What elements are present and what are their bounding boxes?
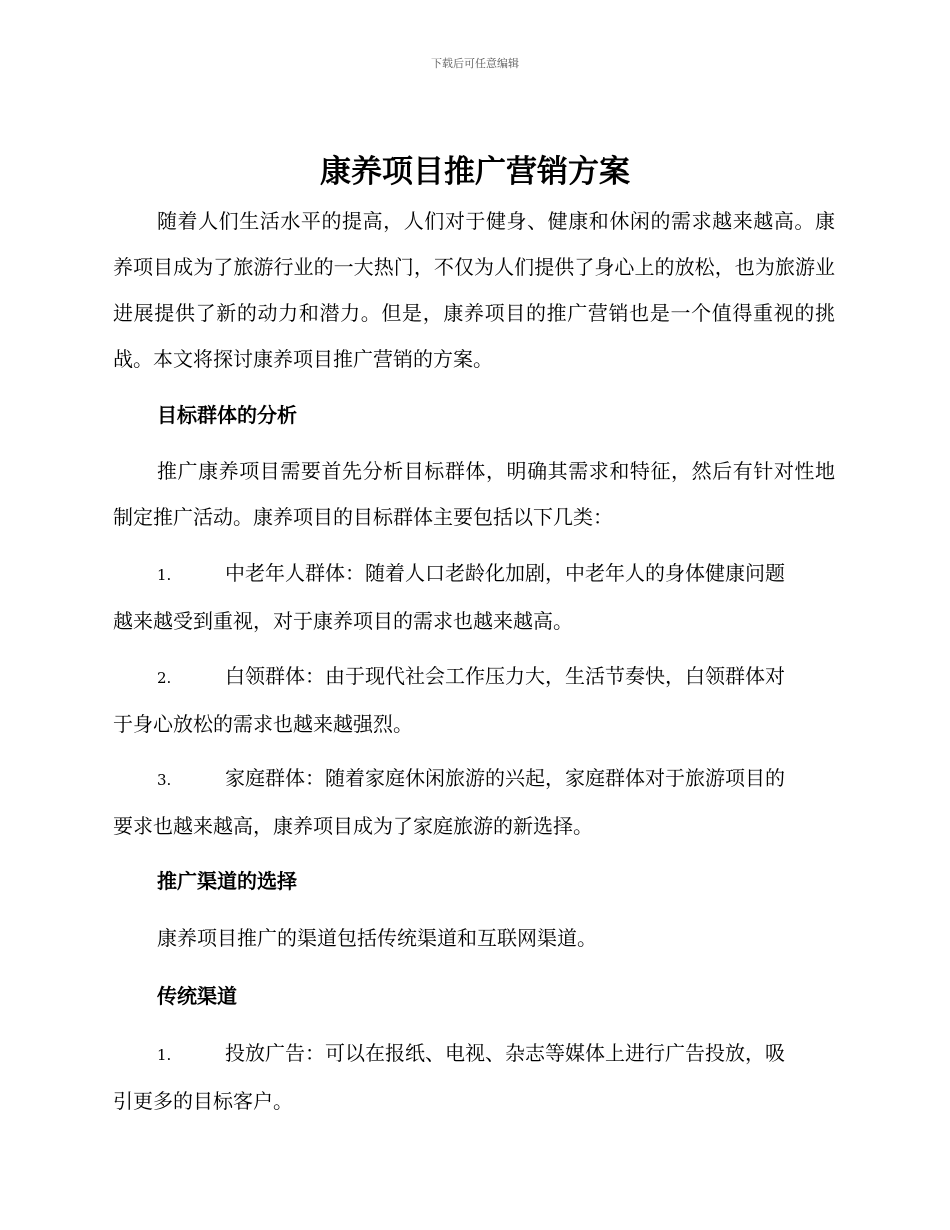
list-item-first-line: 白领群体：由于现代社会工作压力大，生活节奏快，白领群体对: [225, 664, 785, 688]
list-item: [113, 1030, 835, 1124]
header-note: 下载后可任意编辑: [431, 57, 519, 70]
section-heading-traditional-channels: 传统渠道: [157, 984, 237, 1008]
list-item-first-line: 投放广告：可以在报纸、电视、杂志等媒体上进行广告投放，吸: [225, 1041, 785, 1065]
list-number: 3.: [157, 771, 172, 789]
list-number: 1.: [157, 1046, 172, 1064]
list-number: 2.: [157, 669, 172, 687]
section-heading-channels: 推广渠道的选择: [157, 869, 297, 893]
list-item-first-line: 中老年人群体：随着人口老龄化加剧，中老年人的身体健康问题: [225, 561, 785, 585]
list-item-continuation: 越来越受到重视，对于康养项目的需求也越来越高。: [113, 609, 573, 633]
document-title: 康养项目推广营销方案: [320, 154, 630, 190]
list-item: [113, 550, 835, 644]
list-item-first-line: 家庭群体：随着家庭休闲旅游的兴起，家庭群体对于旅游项目的: [225, 766, 785, 790]
list-item-continuation: 要求也越来越高，康养项目成为了家庭旅游的新选择。: [113, 814, 593, 838]
list-item-continuation: 于身心放松的需求也越来越强烈。: [113, 712, 413, 736]
section-heading-target-groups: 目标群体的分析: [157, 403, 297, 427]
target-groups-paragraph: 推广康养项目需要首先分析目标群体，明确其需求和特征，然后有针对性地制定推广活动。康养项目的目标群体主要包括以下几类：: [113, 459, 835, 529]
channels-paragraph: 康养项目推广的渠道包括传统渠道和互联网渠道。: [157, 926, 597, 950]
intro-paragraph: 随着人们生活水平的提高，人们对于健身、健康和休闲的需求越来越高。康养项目成为了旅游行业的一大热门，不仅为人们提供了身心上的放松，也为旅游业进展提供了新的动力和潜力。但是，康养项目的推广营销也是一个值得重视的挑战。本文将探讨康养项目推广营销的方案。: [113, 209, 835, 371]
list-item: [113, 755, 835, 849]
list-item-continuation: 引更多的目标客户。: [113, 1089, 293, 1113]
list-item: [113, 653, 835, 747]
list-number: 1.: [157, 566, 172, 584]
